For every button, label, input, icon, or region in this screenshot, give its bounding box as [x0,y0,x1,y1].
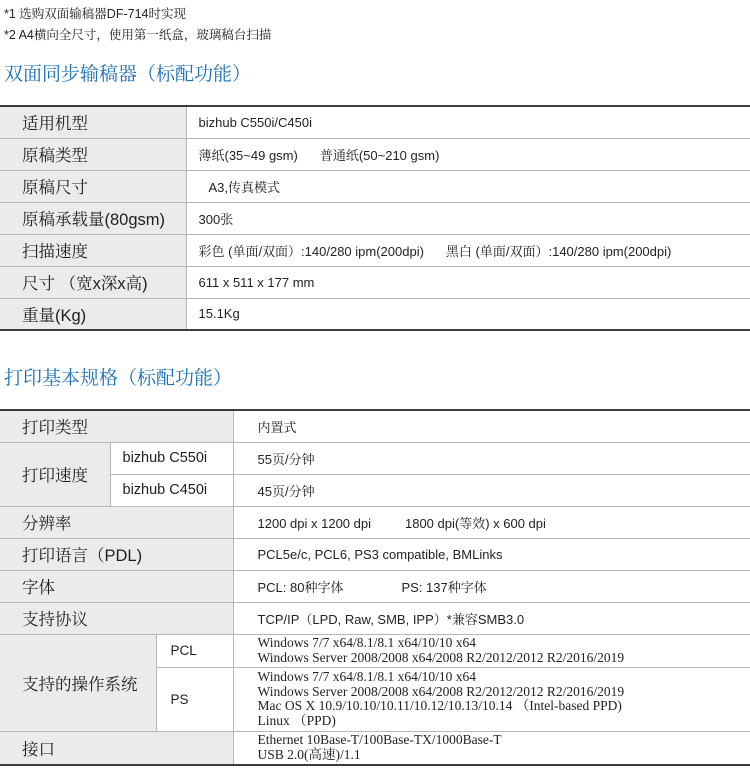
row-label-scan-speed: 扫描速度 [0,234,186,266]
row-value-dimensions: 611 x 511 x 177 mm [186,266,750,298]
thin-paper-text: 薄纸(35~49 gsm) [198,147,298,163]
footnote-2: *2 A4横向全尺寸，使用第一纸盒，玻璃稿台扫描 [4,28,272,42]
row-value-interface [233,731,750,765]
row-label-fonts: 字体 [0,570,233,602]
row-value-scan-speed [186,234,750,266]
table-row [0,602,750,634]
os-ps-line: Mac OS X 10.9/10.10/10.11/10.12/10.13/10.14 （Intel-based PPD) [257,698,622,713]
row-value-fonts [233,570,750,602]
row-value-print-type: 内置式 [233,410,750,442]
model-label-c450i: bizhub C450i [110,474,233,506]
row-value-pdl: PCL5e/c, PCL6, PS3 compatible, BMLinks [233,538,750,570]
table-row [0,138,750,170]
row-value-original-size: A3,传真模式 [186,170,750,202]
table-row [0,506,750,538]
interface-line: Ethernet 10Base-T/100Base-TX/1000Base-T [257,732,502,748]
table-row [0,474,750,506]
row-label-os: 支持的操作系统 [0,634,156,731]
ps-fonts-text: PS: 137种字体 [401,579,487,595]
table-row [0,442,750,474]
pcl-fonts-text: PCL: 80种字体 [257,579,344,595]
footnote-1: *1 选购双面输稿器DF-714时实现 [4,7,186,21]
print-spec-table [0,409,750,766]
os-pcl-line: Windows Server 2008/2008 x64/2008 R2/2012/2012 R2/2016/2019 [257,649,625,665]
adf-spec-table [0,105,750,331]
row-value-protocols: TCP/IP（LPD, Raw, SMB, IPP）*兼容SMB3.0 [233,602,750,634]
row-label-protocols: 支持协议 [0,602,233,634]
table-row [0,170,750,202]
row-value-weight: 15.1Kg [186,298,750,330]
plain-paper-text: 普通纸(50~210 gsm) [319,147,440,163]
row-label-print-speed: 打印速度 [0,442,110,506]
row-label-dimensions: 尺寸 （宽x深x高) [0,266,186,298]
row-label-weight: 重量(Kg) [0,298,186,330]
table-row [0,106,750,138]
os-label-pcl: PCL [156,634,233,667]
table-row [0,234,750,266]
row-value-capacity: 300张 [186,202,750,234]
section-title-adf: 双面同步输稿器（标配功能） [4,64,252,85]
speed-value-c450i: 45页/分钟 [233,474,750,506]
color-speed-text: 彩色 (单面/双面）:140/280 ipm(200dpi) [198,243,424,259]
table-row [0,634,750,667]
table-row [0,538,750,570]
table-row [0,570,750,602]
row-label-pdl: 打印语言（PDL) [0,538,233,570]
model-label-c550i: bizhub C550i [110,442,233,474]
os-value-pcl [233,634,750,667]
table-row [0,298,750,330]
row-label-resolution: 分辨率 [0,506,233,538]
table-row [0,202,750,234]
speed-value-c550i: 55页/分钟 [233,442,750,474]
row-label-original-type: 原稿类型 [0,138,186,170]
row-value-original-type [186,138,750,170]
mono-speed-text: 黑白 (单面/双面）:140/280 ipm(200dpi) [445,243,672,259]
row-label-model: 适用机型 [0,106,186,138]
os-value-ps [233,667,750,731]
resolution-native: 1200 dpi x 1200 dpi [257,515,371,531]
table-row [0,731,750,765]
row-value-resolution [233,506,750,538]
row-label-original-size: 原稿尺寸 [0,170,186,202]
section-title-print: 打印基本规格（标配功能） [4,368,233,389]
row-value-model: bizhub C550i/C450i [198,114,312,130]
os-ps-line: Windows 7/7 x64/8.1/8.1 x64/10/10 x64 [257,669,476,684]
os-ps-line: Windows Server 2008/2008 x64/2008 R2/2012/2012 R2/2016/2019 [257,683,625,699]
os-ps-line: Linux （PPD) [257,712,336,728]
row-label-print-type: 打印类型 [0,410,233,442]
resolution-equivalent: 1800 dpi(等效) x 600 dpi [404,515,546,531]
os-label-ps: PS [156,667,233,731]
os-pcl-line: Windows 7/7 x64/8.1/8.1 x64/10/10 x64 [257,635,476,650]
row-label-interface: 接口 [0,731,233,765]
interface-line: USB 2.0(高速)/1.1 [257,746,361,762]
table-row [0,266,750,298]
table-row [0,410,750,442]
row-label-capacity: 原稿承载量(80gsm) [0,202,186,234]
